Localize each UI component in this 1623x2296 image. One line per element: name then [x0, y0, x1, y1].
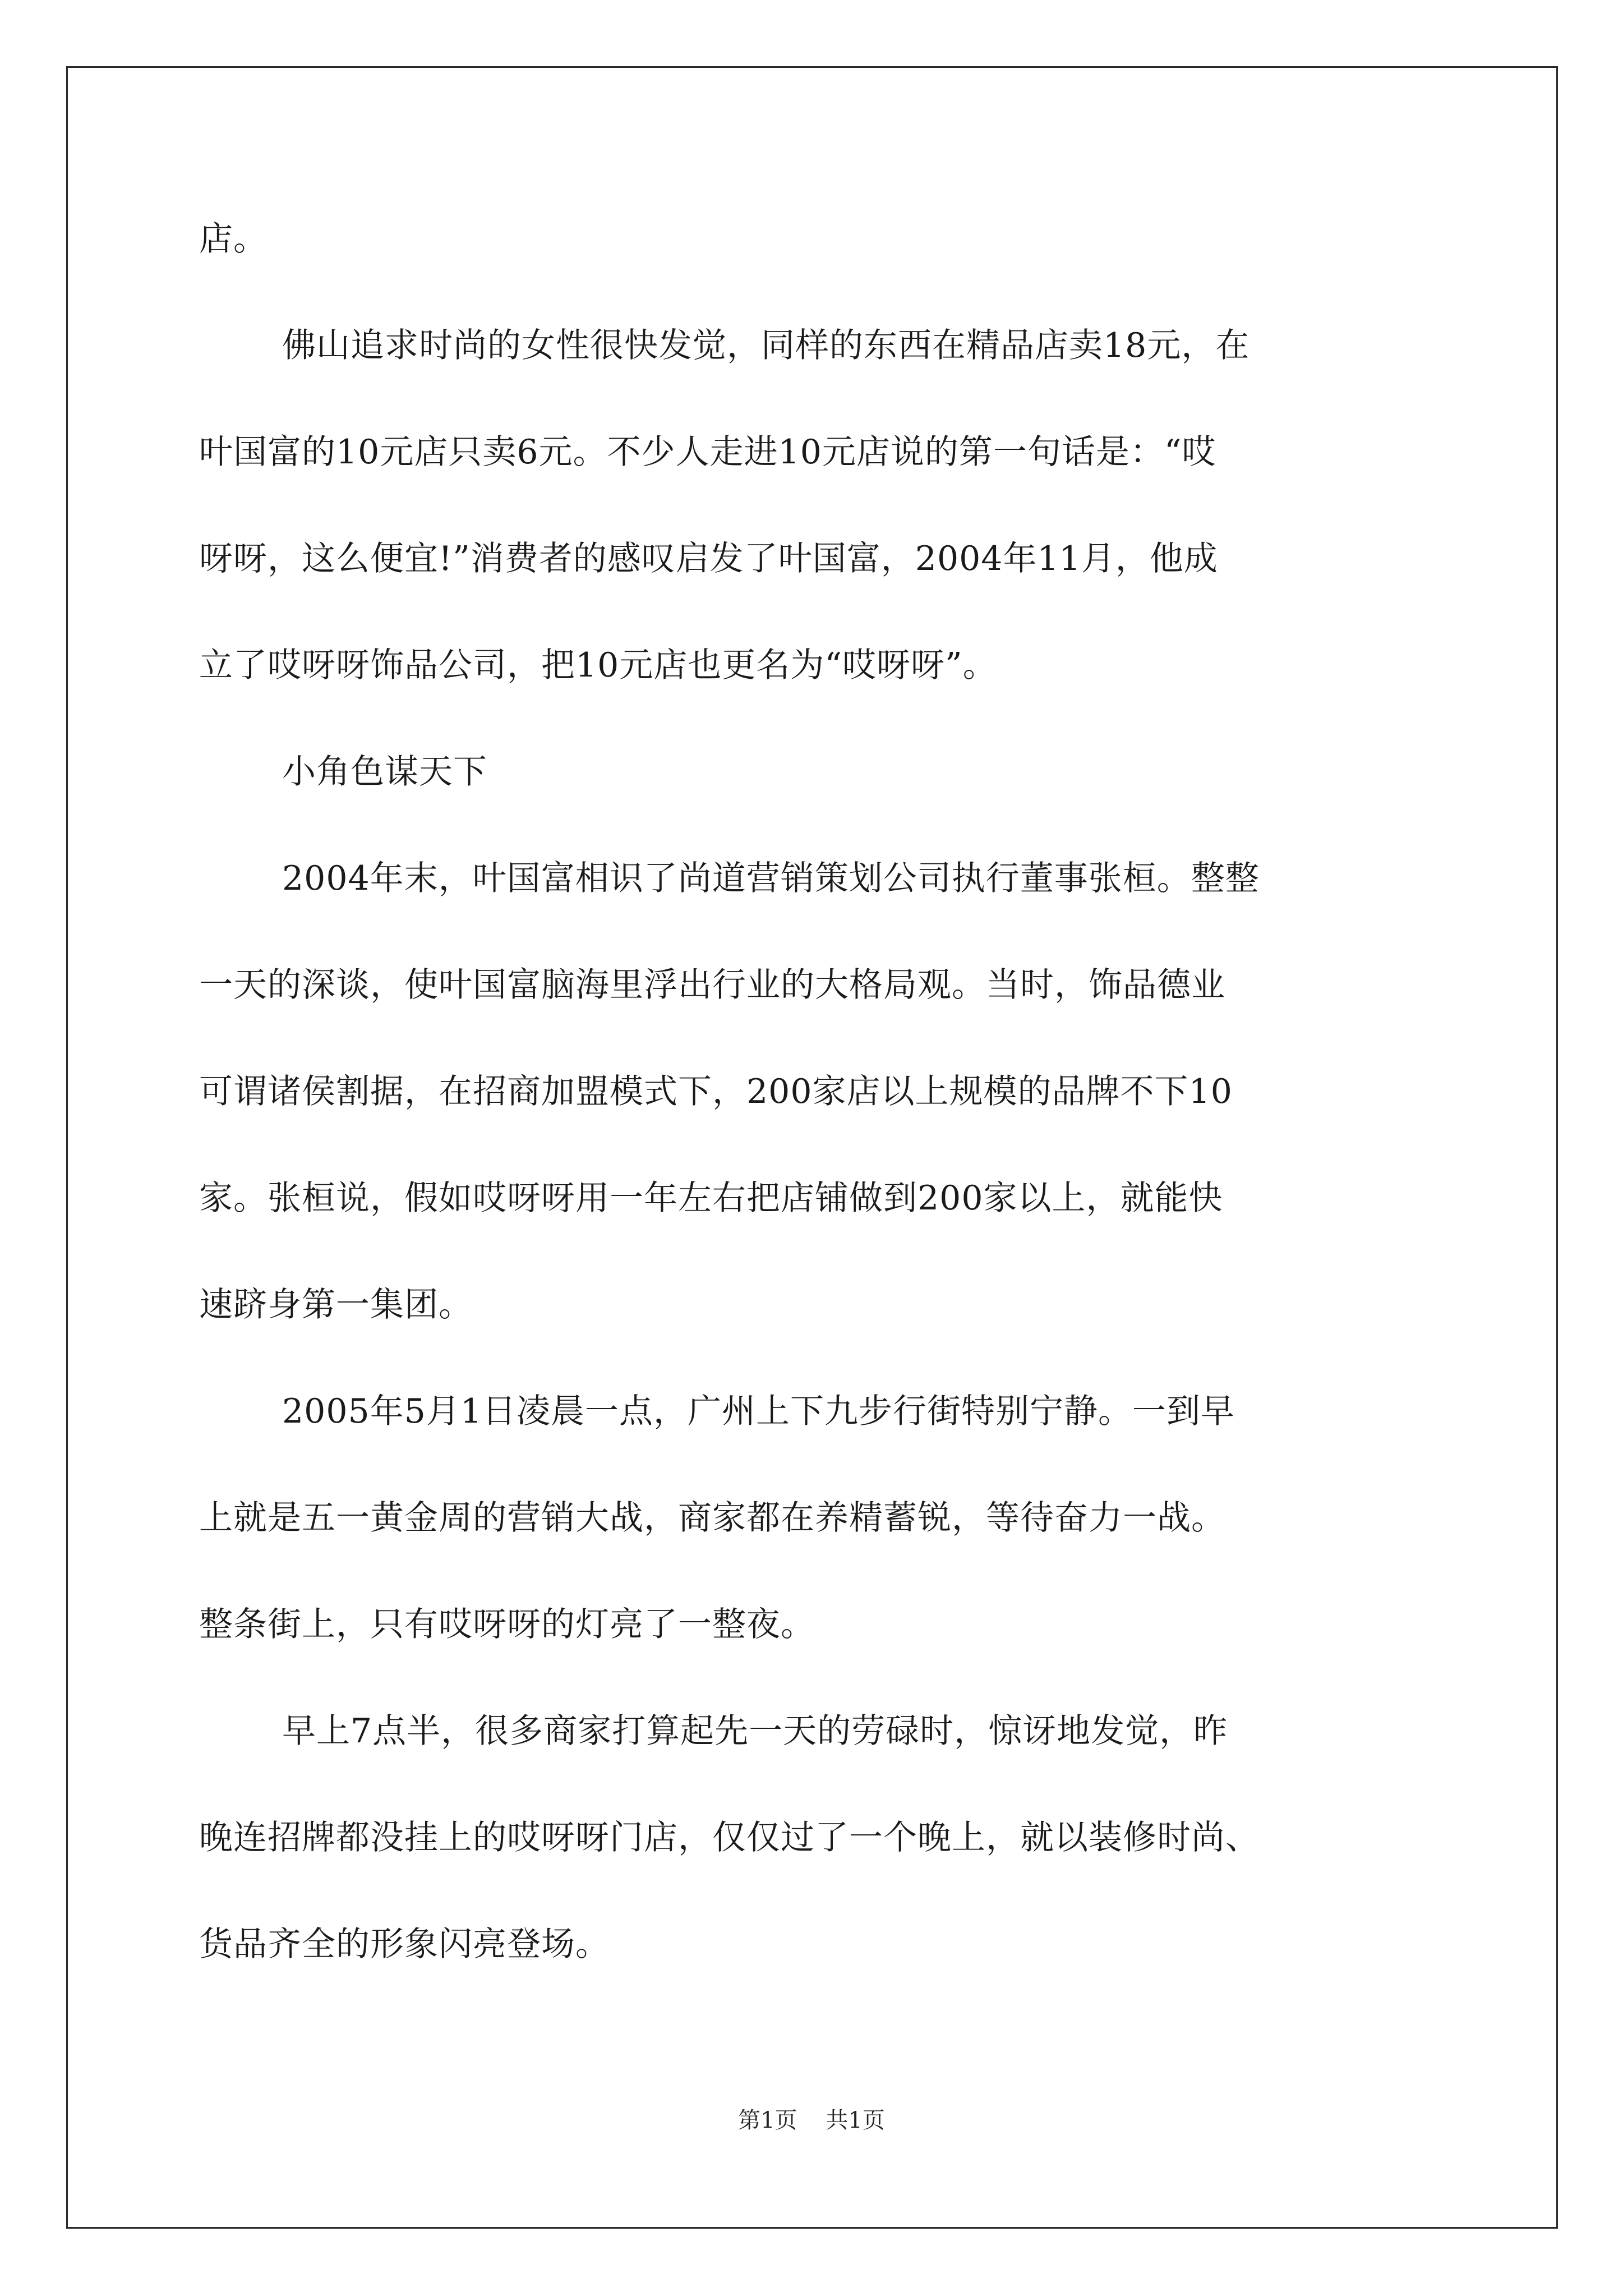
text-line: 叶国富的10元店只卖6元。不少人走进10元店说的第一句话是：“哎 — [199, 432, 1216, 472]
text-line: 一天的深谈，使叶国富脑海里浮出行业的大格局观。当时，饰品德业 — [199, 965, 1225, 1005]
text-line: 佛山追求时尚的女性很快发觉，同样的东西在精品店卖18元，在 — [282, 326, 1250, 365]
text-line: 晚连招牌都没挂上的哎呀呀门店，仅仅过了一个晚上，就以装修时尚、 — [199, 1818, 1260, 1857]
text-line: 店。 — [199, 219, 268, 259]
text-line: 货品齐全的形象闪亮登场。 — [199, 1925, 610, 1964]
text-line: 速跻身第一集团。 — [199, 1285, 473, 1324]
text-line: 2004年末，叶国富相识了尚道营销策划公司执行董事张桓。整整 — [282, 859, 1260, 898]
text-line: 可谓诸侯割据，在招商加盟模式下，200家店以上规模的品牌不下10 — [199, 1072, 1233, 1111]
page-border — [66, 66, 1558, 2229]
text-line: 立了哎呀呀饰品公司，把10元店也更名为“哎呀呀”。 — [199, 646, 997, 685]
section-heading: 小角色谋天下 — [282, 752, 487, 792]
page-number-footer: 第1页 共1页 — [738, 2108, 885, 2133]
text-line: 上就是五一黄金周的营销大战，商家都在养精蓄锐，等待奋力一战。 — [199, 1498, 1225, 1538]
text-line: 2005年5月1日凌晨一点，广州上下九步行街特别宁静。一到早 — [282, 1392, 1235, 1431]
text-line: 整条街上，只有哎呀呀的灯亮了一整夜。 — [199, 1605, 815, 1644]
text-line: 早上7点半，很多商家打算起先一天的劳碌时，惊讶地发觉，昨 — [282, 1711, 1228, 1751]
text-line: 家。张桓说，假如哎呀呀用一年左右把店铺做到200家以上，就能快 — [199, 1179, 1223, 1218]
text-line: 呀呀，这么便宜!”消费者的感叹启发了叶国富，2004年11月，他成 — [199, 539, 1218, 578]
